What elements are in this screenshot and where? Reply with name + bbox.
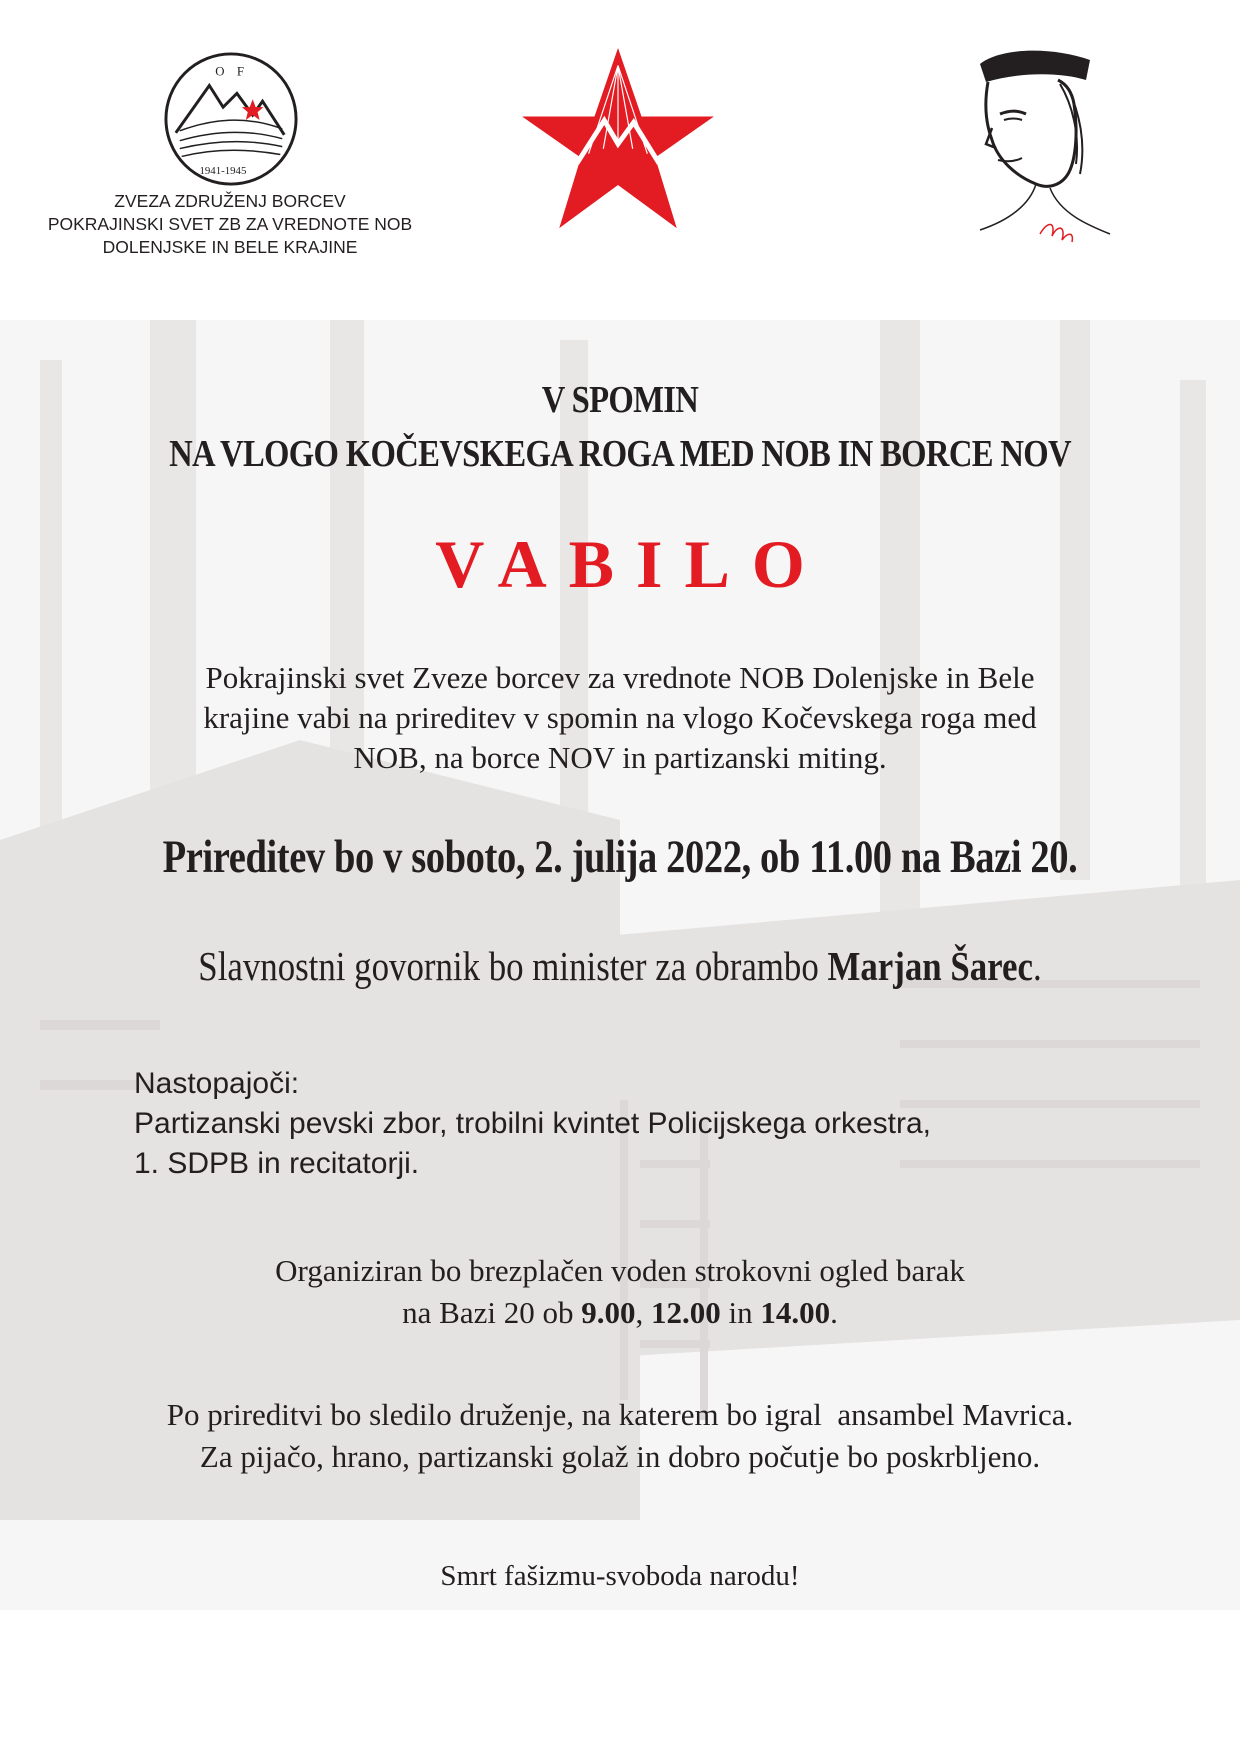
invitation-line: krajine vabi na prireditev v spomin na vlogo Kočevskega roga med [203, 700, 1037, 735]
tour-separator: , [635, 1295, 651, 1330]
performers-section [134, 1064, 1184, 1184]
tour-line: Organiziran bo brezplačen voden strokovni ogled barak [275, 1253, 965, 1288]
tour-end: . [830, 1295, 838, 1330]
motto: Smrt fašizmu-svoboda narodu! [440, 1560, 800, 1592]
event-date-time: Prireditev bo v soboto, 2. julija 2022, ob 11.00 na Bazi 20. [162, 831, 1078, 883]
organization-name [20, 190, 440, 259]
speaker-line [93, 942, 1147, 990]
guided-tour-section [0, 1250, 1240, 1334]
tour-times-line [0, 1292, 1240, 1334]
tour-time: 14.00 [760, 1295, 831, 1330]
speaker-prefix: Slavnostni govornik bo minister za obrambo [198, 943, 828, 989]
invitation-line: NOB, na borce NOV in partizanski miting. [353, 740, 887, 775]
heading-line-1: V SPOMIN [541, 379, 699, 421]
red-star-mountain-icon [520, 46, 716, 232]
tour-time: 9.00 [581, 1295, 636, 1330]
partisan-portrait-drawing-icon [940, 44, 1120, 260]
performers-line: Partizanski pevski zbor, trobilni kvintet Policijskega orkestra, [134, 1107, 931, 1140]
after-event-section [40, 1394, 1200, 1478]
seal-years: 1941-1945 [199, 165, 247, 178]
performers-line: 1. SDPB in recitatorji. [134, 1147, 420, 1180]
svg-text:O: O [215, 64, 225, 79]
speaker-suffix: . [1032, 943, 1042, 989]
tour-separator: in [720, 1295, 761, 1330]
tour-prefix: na Bazi 20 ob [402, 1295, 582, 1330]
org-line: POKRAJINSKI SVET ZB ZA VREDNOTE NOB [47, 214, 413, 234]
org-line: ZVEZA ZDRUŽENJ BORCEV [114, 191, 346, 211]
page-title: VABILO [435, 526, 827, 602]
svg-text:F: F [236, 64, 245, 79]
heading-line-2: NA VLOGO KOČEVSKEGA ROGA MED NOB IN BORCE NOV [169, 433, 1071, 475]
after-line: Po prireditvi bo sledilo druženje, na katerem bo igral ansambel Mavrica. [166, 1397, 1074, 1432]
performers-label: Nastopajoči: [134, 1067, 300, 1100]
of-mountain-star-seal-icon [162, 50, 300, 188]
org-line: DOLENJSKE IN BELE KRAJINE [102, 237, 358, 257]
after-line: Za pijačo, hrano, partizanski golaž in dobro počutje bo poskrbljeno. [199, 1439, 1041, 1474]
tour-time: 12.00 [650, 1295, 721, 1330]
invitation-line: Pokrajinski svet Zveze borcev za vrednote NOB Dolenjske in Bele [205, 660, 1035, 695]
invitation-paragraph [80, 658, 1160, 778]
speaker-name: Marjan Šarec [827, 943, 1033, 989]
